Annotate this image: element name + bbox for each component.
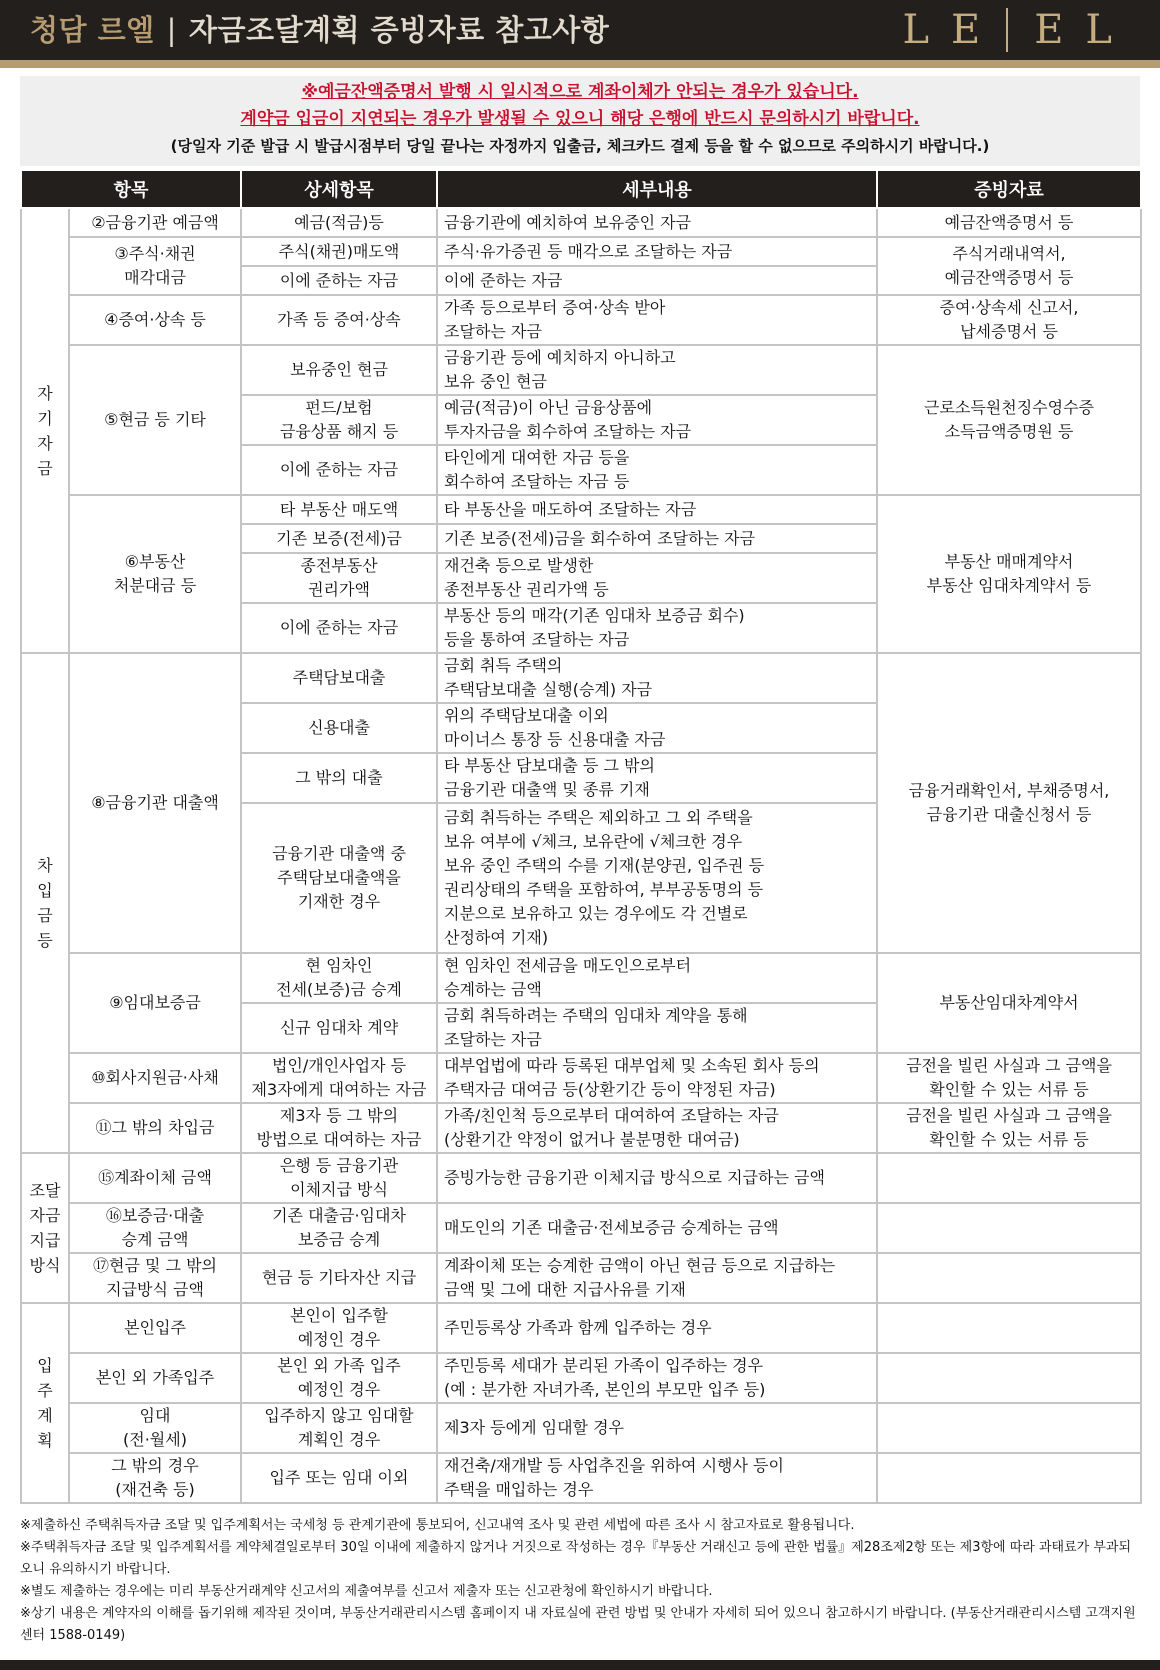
item-cell: 본인 외 가족입주 xyxy=(69,1353,241,1403)
proof-cell xyxy=(877,1303,1141,1353)
logo-left-letters: LE xyxy=(902,7,1003,53)
description-cell: 계좌이체 또는 승계한 금액이 아닌 현금 등으로 지급하는 금액 및 그에 대한 지급사유를 기재 xyxy=(437,1253,877,1303)
description-cell: 금회 취득하는 주택은 제외하고 그 외 주택을 보유 여부에 √체크, 보유란에 √체크한 경우 보유 중인 주택의 수를 기재(분양권, 입주권 등 권리상태의 주택을 포함하여, 부부공동명의 등 지분으로 보유하고 있는 경우에도 각 건별로 산정하여 기재) xyxy=(437,803,877,953)
detail-cell: 신용대출 xyxy=(241,703,437,753)
detail-cell: 그 밖의 대출 xyxy=(241,753,437,803)
funding-evidence-table xyxy=(20,171,1142,1504)
proof-cell: 근로소득원천징수영수증 소득금액증명원 등 xyxy=(877,345,1141,495)
description-cell: 예금(적금)이 아닌 금융상품에 투자자금을 회수하여 조달하는 자금 xyxy=(437,395,877,445)
description-cell: 기존 보증(전세)금을 회수하여 조달하는 자금 xyxy=(437,524,877,553)
col-header-item: 항목 xyxy=(21,171,241,208)
detail-cell: 보유중인 현금 xyxy=(241,345,437,395)
table-row xyxy=(21,237,1141,266)
description-cell: 이에 준하는 자금 xyxy=(437,266,877,295)
item-cell: ③주식·채권 매각대금 xyxy=(69,237,241,295)
detail-cell: 현금 등 기타자산 지급 xyxy=(241,1253,437,1303)
description-cell: 재건축/재개발 등 사업추진을 위하여 시행사 등이 주택을 매입하는 경우 xyxy=(437,1453,877,1503)
proof-cell xyxy=(877,1353,1141,1403)
notice-box xyxy=(20,76,1140,166)
detail-cell: 입주 또는 임대 이외 xyxy=(241,1453,437,1503)
proof-cell: 금전을 빌린 사실과 그 금액을 확인할 수 있는 서류 등 xyxy=(877,1053,1141,1103)
bottom-bar xyxy=(0,1660,1160,1670)
table-row xyxy=(21,653,1141,703)
proof-cell: 부동산 매매계약서 부동산 임대차계약서 등 xyxy=(877,495,1141,653)
footer-note: ※주택취득자금 조달 및 입주계획서를 계약체결일로부터 30일 이내에 제출하지 않거나 거짓으로 작성하는 경우『부동산 거래신고 등에 관한 법률』제28조제2항 또는 제3항에 따라 과태료가 부과되오니 유의하시기 바랍니다. xyxy=(20,1540,1132,1577)
group-payment-method: 조달 자금 지급 방식 xyxy=(21,1153,69,1303)
proof-cell: 증여·상속세 신고서, 납세증명서 등 xyxy=(877,295,1141,345)
description-cell: 금융기관에 예치하여 보유중인 자금 xyxy=(437,208,877,237)
table-row xyxy=(21,1103,1141,1153)
item-cell: ⑪그 밖의 차입금 xyxy=(69,1103,241,1153)
title-separator: | xyxy=(166,13,177,47)
item-cell: 그 밖의 경우 (재건축 등) xyxy=(69,1453,241,1503)
item-cell: ⑧금융기관 대출액 xyxy=(69,653,241,953)
table-row xyxy=(21,953,1141,1003)
item-cell: 임대 (전·월세) xyxy=(69,1403,241,1453)
group-move-in-plan: 입 주 계 획 xyxy=(21,1303,69,1503)
description-cell: 증빙가능한 금융기관 이체지급 방식으로 지급하는 금액 xyxy=(437,1153,877,1203)
table-row xyxy=(21,1403,1141,1453)
gold-divider xyxy=(0,60,1160,68)
table-row xyxy=(21,495,1141,524)
col-header-proof: 증빙자료 xyxy=(877,171,1141,208)
description-cell: 금회 취득하려는 주택의 임대차 계약을 통해 조달하는 자금 xyxy=(437,1003,877,1053)
item-cell: ⑩회사지원금·사채 xyxy=(69,1053,241,1103)
description-cell: 타 부동산 담보대출 등 그 밖의 금융기관 대출액 및 종류 기재 xyxy=(437,753,877,803)
brand-name: 청담 르엘 xyxy=(30,13,155,47)
detail-cell: 주택담보대출 xyxy=(241,653,437,703)
description-cell: 금회 취득 주택의 주택담보대출 실행(승계) 자금 xyxy=(437,653,877,703)
table-header-row xyxy=(21,171,1141,208)
description-cell: 가족/친인척 등으로부터 대여하여 조달하는 자금 (상환기간 약정이 없거나 불분명한 대여금) xyxy=(437,1103,877,1153)
detail-cell: 신규 임대차 계약 xyxy=(241,1003,437,1053)
detail-cell: 타 부동산 매도액 xyxy=(241,495,437,524)
description-cell: 주식·유가증권 등 매각으로 조달하는 자금 xyxy=(437,237,877,266)
item-cell: ④증여·상속 등 xyxy=(69,295,241,345)
table-row xyxy=(21,1453,1141,1503)
item-cell: ⑤현금 등 기타 xyxy=(69,345,241,495)
description-cell: 현 임차인 전세금을 매도인으로부터 승계하는 금액 xyxy=(437,953,877,1003)
detail-cell: 기존 보증(전세)금 xyxy=(241,524,437,553)
proof-cell: 금융거래확인서, 부채증명서, 금융기관 대출신청서 등 xyxy=(877,653,1141,953)
item-cell: 본인입주 xyxy=(69,1303,241,1353)
detail-cell: 은행 등 금융기관 이체지급 방식 xyxy=(241,1153,437,1203)
notice-line-2: 계약금 입금이 지연되는 경우가 발생될 수 있으니 해당 은행에 반드시 문의하시기 바랍니다. xyxy=(240,109,920,129)
footer-note: ※상기 내용은 계약자의 이해를 돕기위해 제작된 것이며, 부동산거래관리시스템 홈페이지 내 자료실에 관련 방법 및 안내가 자세히 되어 있으니 참고하시기 바랍니다. (부동산거래관리시스템 고객지원센터 1588-0149) xyxy=(20,1606,1136,1643)
item-cell: ②금융기관 예금액 xyxy=(69,208,241,237)
detail-cell: 금융기관 대출액 중 주택담보대출액을 기재한 경우 xyxy=(241,803,437,953)
item-cell: ⑰현금 및 그 밖의 지급방식 금액 xyxy=(69,1253,241,1303)
header-bar xyxy=(0,0,1160,60)
detail-cell: 입주하지 않고 임대할 계획인 경우 xyxy=(241,1403,437,1453)
proof-cell xyxy=(877,1453,1141,1503)
detail-cell: 이에 준하는 자금 xyxy=(241,445,437,495)
description-cell: 주민등록상 가족과 함께 입주하는 경우 xyxy=(437,1303,877,1353)
footer-note: ※별도 제출하는 경우에는 미리 부동산거래계약 신고서의 제출여부를 신고서 제출자 또는 신고관청에 확인하시기 바랍니다. xyxy=(20,1584,713,1599)
group-borrowed-funds: 차 입 금 등 xyxy=(21,653,69,1153)
notice-line-1: ※예금잔액증명서 발행 시 일시적으로 계좌이체가 안되는 경우가 있습니다. xyxy=(301,82,859,102)
proof-cell xyxy=(877,1253,1141,1303)
proof-cell xyxy=(877,1403,1141,1453)
description-cell: 타 부동산을 매도하여 조달하는 자금 xyxy=(437,495,877,524)
detail-cell: 본인이 입주할 예정인 경우 xyxy=(241,1303,437,1353)
detail-cell: 예금(적금)등 xyxy=(241,208,437,237)
description-cell: 부동산 등의 매각(기존 임대차 보증금 회수) 등을 통하여 조달하는 자금 xyxy=(437,603,877,653)
logo-divider xyxy=(1006,8,1008,52)
detail-cell: 이에 준하는 자금 xyxy=(241,266,437,295)
description-cell: 제3자 등에게 임대할 경우 xyxy=(437,1403,877,1453)
detail-cell: 이에 준하는 자금 xyxy=(241,603,437,653)
leel-logo xyxy=(902,6,1134,54)
title-text: 자금조달계획 증빙자료 참고사항 xyxy=(188,13,610,47)
proof-cell: 주식거래내역서, 예금잔액증명서 등 xyxy=(877,237,1141,295)
table-row xyxy=(21,295,1141,345)
page-title xyxy=(30,10,609,50)
table-row xyxy=(21,1203,1141,1253)
description-cell: 재건축 등으로 발생한 종전부동산 권리가액 등 xyxy=(437,553,877,603)
table-row xyxy=(21,1053,1141,1103)
detail-cell: 제3자 등 그 밖의 방법으로 대여하는 자금 xyxy=(241,1103,437,1153)
col-header-description: 세부내용 xyxy=(437,171,877,208)
table-row xyxy=(21,1253,1141,1303)
detail-cell: 주식(채권)매도액 xyxy=(241,237,437,266)
proof-cell: 부동산임대차계약서 xyxy=(877,953,1141,1053)
description-cell: 대부업법에 따라 등록된 대부업체 및 소속된 회사 등의 주택자금 대여금 등(상환기간 등이 약정된 자금) xyxy=(437,1053,877,1103)
proof-cell xyxy=(877,1153,1141,1203)
table-row xyxy=(21,345,1141,395)
item-cell: ⑨임대보증금 xyxy=(69,953,241,1053)
item-cell: ⑯보증금·대출 승계 금액 xyxy=(69,1203,241,1253)
group-own-funds: 자 기 자 금 xyxy=(21,208,69,653)
proof-cell: 금전을 빌린 사실과 그 금액을 확인할 수 있는 서류 등 xyxy=(877,1103,1141,1153)
proof-cell: 예금잔액증명서 등 xyxy=(877,208,1141,237)
description-cell: 금융기관 등에 예치하지 아니하고 보유 중인 현금 xyxy=(437,345,877,395)
description-cell: 가족 등으로부터 증여·상속 받아 조달하는 자금 xyxy=(437,295,877,345)
table-row xyxy=(21,1153,1141,1203)
col-header-detail: 상세항목 xyxy=(241,171,437,208)
detail-cell: 펀드/보험 금융상품 해지 등 xyxy=(241,395,437,445)
table-row xyxy=(21,208,1141,237)
item-cell: ⑮계좌이체 금액 xyxy=(69,1153,241,1203)
footer-note: ※제출하신 주택취득자금 조달 및 입주계획서는 국세청 등 관계기관에 통보되어, 신고내역 조사 및 관련 세법에 따른 조사 시 참고자료로 활용됩니다. xyxy=(20,1518,855,1533)
table-row xyxy=(21,1303,1141,1353)
detail-cell: 현 임차인 전세(보증)금 승계 xyxy=(241,953,437,1003)
proof-cell xyxy=(877,1203,1141,1253)
detail-cell: 가족 등 증여·상속 xyxy=(241,295,437,345)
description-cell: 타인에게 대여한 자금 등을 회수하여 조달하는 자금 등 xyxy=(437,445,877,495)
description-cell: 위의 주택담보대출 이외 마이너스 통장 등 신용대출 자금 xyxy=(437,703,877,753)
detail-cell: 기존 대출금·임대차 보증금 승계 xyxy=(241,1203,437,1253)
detail-cell: 본인 외 가족 입주 예정인 경우 xyxy=(241,1353,437,1403)
detail-cell: 법인/개인사업자 등 제3자에게 대여하는 자금 xyxy=(241,1053,437,1103)
table-row xyxy=(21,1353,1141,1403)
logo-right-letters: EL xyxy=(1034,7,1134,53)
item-cell: ⑥부동산 처분대금 등 xyxy=(69,495,241,653)
detail-cell: 종전부동산 권리가액 xyxy=(241,553,437,603)
description-cell: 주민등록 세대가 분리된 가족이 입주하는 경우 (예 : 분가한 자녀가족, 본인의 부모만 입주 등) xyxy=(437,1353,877,1403)
footer-notes xyxy=(20,1515,1140,1647)
description-cell: 매도인의 기존 대출금·전세보증금 승계하는 금액 xyxy=(437,1203,877,1253)
notice-line-3: (당일자 기준 발급 시 발급시점부터 당일 끝나는 자정까지 입출금, 체크카드 결제 등을 할 수 없으므로 주의하시기 바랍니다.) xyxy=(170,137,990,155)
